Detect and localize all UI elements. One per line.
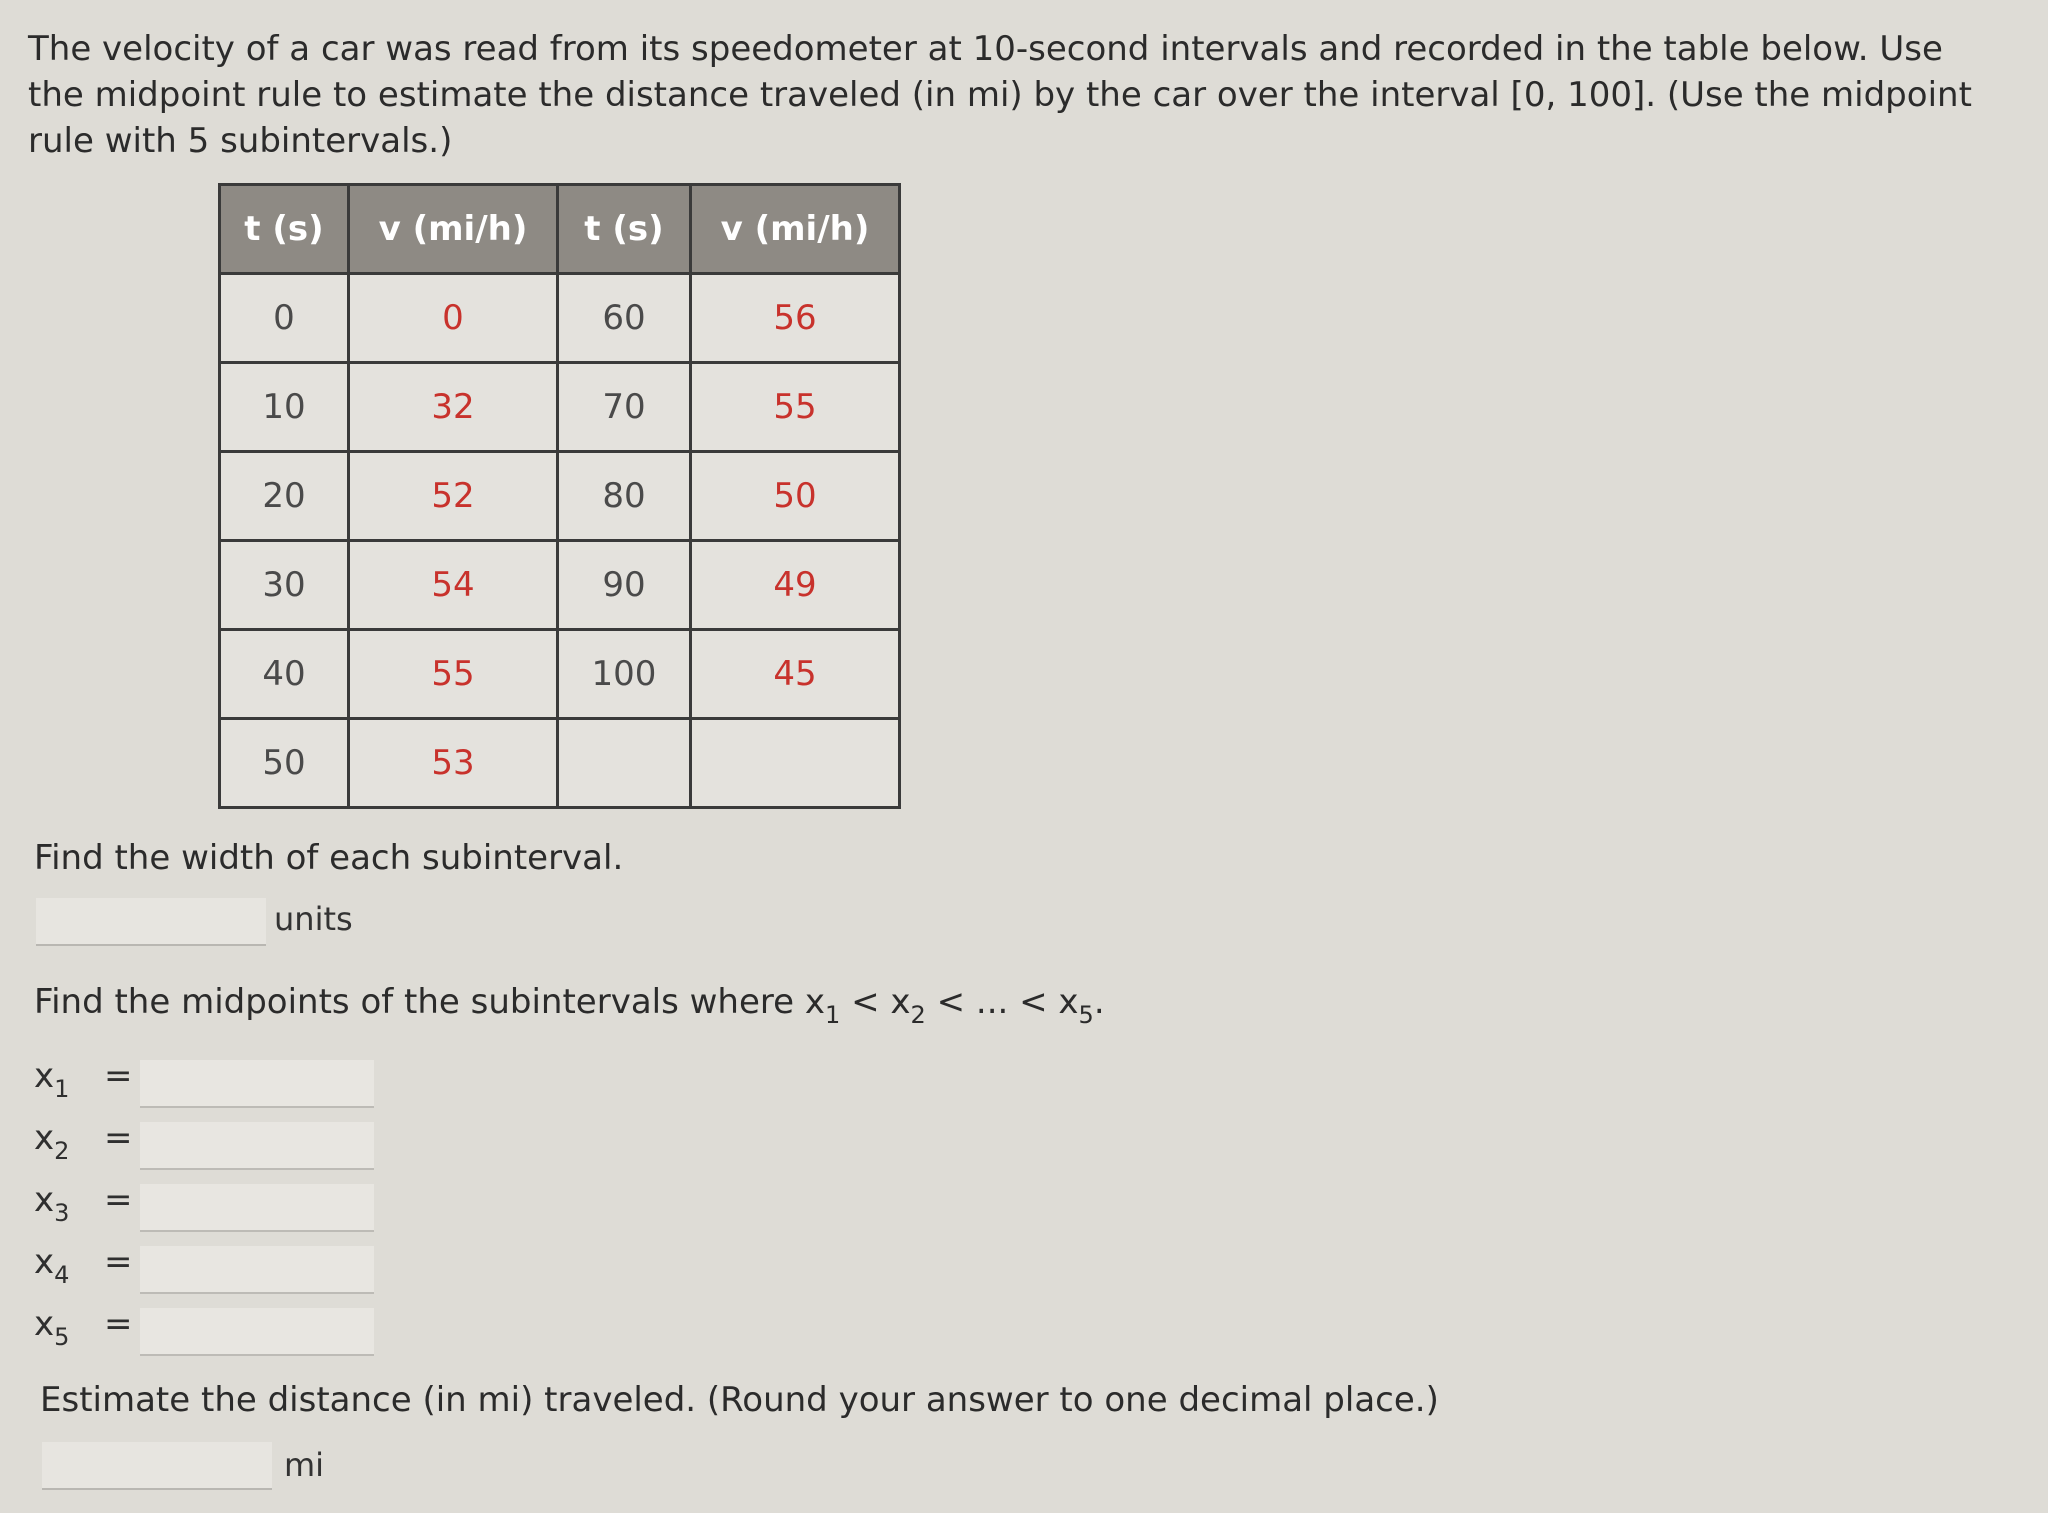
time-cell: 20: [220, 452, 349, 541]
table-header-row: [220, 185, 900, 274]
time-cell: 40: [220, 630, 349, 719]
header-velocity-1: v (mi/h): [349, 185, 558, 274]
time-cell: 30: [220, 541, 349, 630]
midpoint-input-2[interactable]: [140, 1122, 374, 1170]
midpoint-label: $x_5$: [34, 1304, 70, 1351]
header-time-2: t (s): [558, 185, 691, 274]
midpoints-prompt-sub5: 5: [1078, 1001, 1094, 1029]
table-row: [220, 363, 900, 452]
time-cell: 60: [558, 274, 691, 363]
velocity-cell: 56: [691, 274, 900, 363]
velocity-cell: 54: [349, 541, 558, 630]
table-row: [220, 719, 900, 808]
time-cell: [558, 719, 691, 808]
distance-answer-input[interactable]: [42, 1442, 272, 1490]
velocity-cell: 50: [691, 452, 900, 541]
velocity-cell: 49: [691, 541, 900, 630]
midpoint-input-4[interactable]: [140, 1246, 374, 1294]
table-row: [220, 452, 900, 541]
velocity-cell: 55: [691, 363, 900, 452]
equals-sign: =: [104, 1180, 133, 1220]
midpoint-input-3[interactable]: [140, 1184, 374, 1232]
velocity-cell: 45: [691, 630, 900, 719]
velocity-table: [218, 183, 901, 809]
table-row: [220, 541, 900, 630]
table-row: [220, 274, 900, 363]
midpoints-prompt-mid1: < x: [840, 982, 911, 1022]
midpoints-prompt-sub2: 2: [910, 1001, 926, 1029]
table-row: [220, 630, 900, 719]
time-cell: 0: [220, 274, 349, 363]
time-cell: 70: [558, 363, 691, 452]
equals-sign: =: [104, 1056, 133, 1096]
midpoint-input-5[interactable]: [140, 1308, 374, 1356]
midpoints-prompt-mid2: < ... < x: [925, 982, 1079, 1022]
distance-unit-label: mi: [284, 1446, 325, 1484]
midpoints-question-prompt: [34, 982, 1105, 1029]
velocity-cell: 53: [349, 719, 558, 808]
midpoint-label: $x_3$: [34, 1180, 70, 1227]
time-cell: 80: [558, 452, 691, 541]
velocity-cell: 52: [349, 452, 558, 541]
time-cell: 10: [220, 363, 349, 452]
velocity-cell: 55: [349, 630, 558, 719]
problem-statement: The velocity of a car was read from its speedometer at 10-second intervals and recorded in the table below. Use the midpoint rule to estimate the distance traveled (in mi) by the car over the interval [0, 100]. (Use the midpoint rule with 5 subintervals.): [28, 29, 1972, 161]
width-question-prompt: Find the width of each subinterval.: [34, 838, 624, 878]
velocity-cell: 32: [349, 363, 558, 452]
equals-sign: =: [104, 1118, 133, 1158]
midpoints-prompt-sub1: 1: [824, 1001, 841, 1029]
time-cell: 90: [558, 541, 691, 630]
equals-sign: =: [104, 1304, 133, 1344]
equals-sign: =: [104, 1242, 133, 1282]
midpoint-label: $x_4$: [34, 1242, 70, 1289]
midpoints-prompt-prefix: Find the midpoints of the subintervals where x: [34, 982, 825, 1022]
time-cell: 50: [220, 719, 349, 808]
midpoint-label: $x_1$: [34, 1056, 70, 1103]
header-velocity-2: v (mi/h): [691, 185, 900, 274]
time-cell: 100: [558, 630, 691, 719]
midpoint-input-1[interactable]: [140, 1060, 374, 1108]
midpoints-prompt-suffix: .: [1093, 982, 1105, 1022]
width-answer-input[interactable]: [36, 898, 266, 946]
midpoint-label: $x_2$: [34, 1118, 70, 1165]
distance-question-prompt: Estimate the distance (in mi) traveled. (Round your answer to one decimal place.): [40, 1380, 1439, 1420]
velocity-cell: [691, 719, 900, 808]
velocity-cell: 0: [349, 274, 558, 363]
width-unit-label: units: [274, 900, 353, 938]
header-time-1: t (s): [220, 185, 349, 274]
